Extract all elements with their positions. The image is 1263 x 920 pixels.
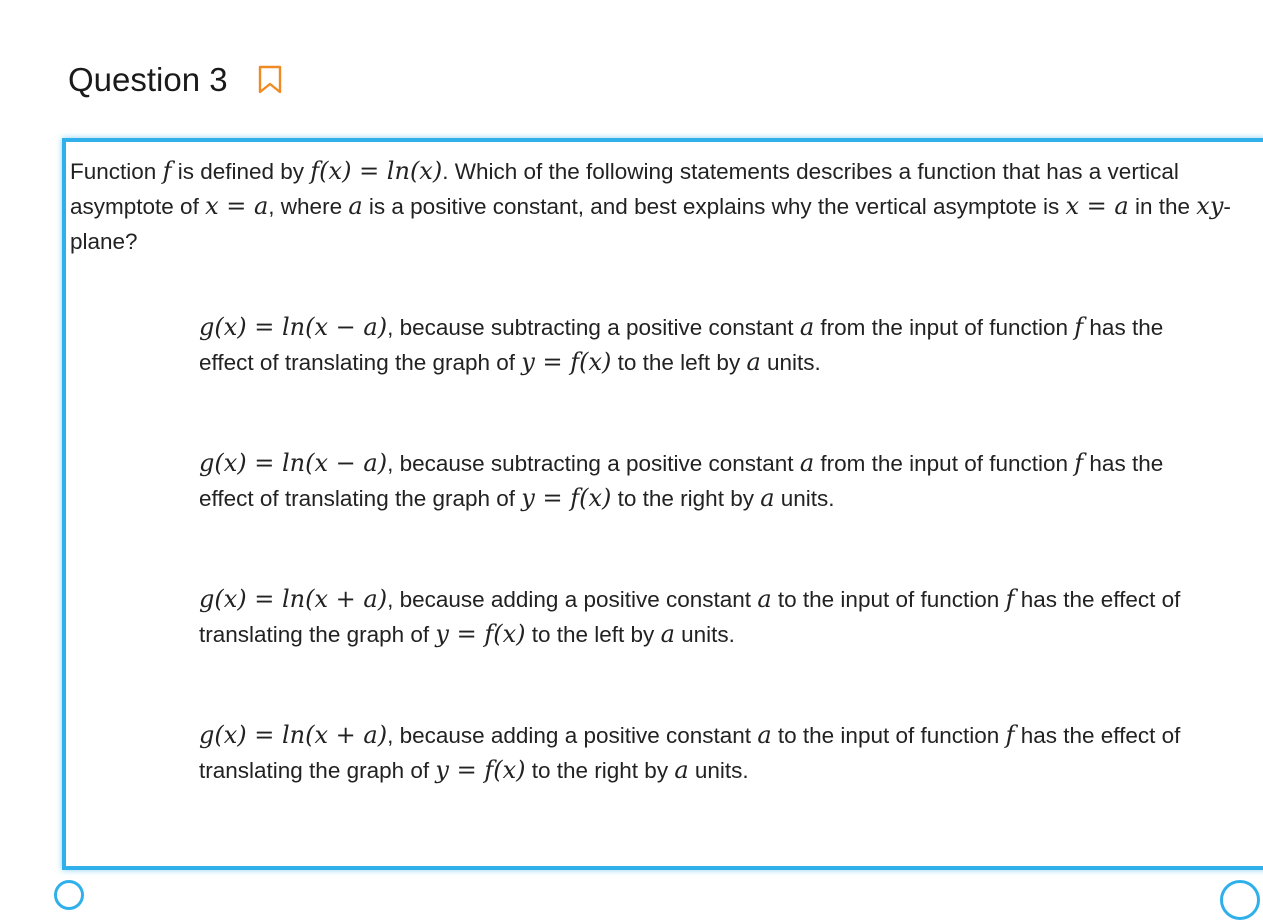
choice-text: from the input of function (814, 315, 1075, 340)
stem-math: a (348, 192, 363, 220)
choice-text: has the effect of translating the graph of (199, 723, 1181, 783)
choice-text: to the right by (611, 486, 761, 511)
bottom-edge-decoration (1220, 880, 1260, 920)
choice-math: y = f(x) (435, 756, 526, 784)
choice-math: y = f(x) (435, 620, 526, 648)
choice-math: a (760, 484, 775, 512)
choice-math: a (746, 348, 761, 376)
stem-text: is defined by (171, 159, 311, 184)
choice-text: has the effect of translating the graph of (199, 315, 1164, 375)
stem-math: f(x) = ln(x) (310, 157, 443, 185)
stem-text: Function (70, 159, 163, 184)
stem-math: f (162, 157, 172, 185)
choice-text: , because adding a positive constant (387, 587, 758, 612)
choice-math: f (1074, 313, 1084, 341)
bottom-edge-decoration (54, 880, 84, 910)
stem-math: x = a (205, 192, 269, 220)
choice-math: f (1005, 721, 1015, 749)
stem-math: xy (1196, 192, 1224, 220)
stem-text: . Which of the following statements describes a function that has a vertical asymptote of (70, 159, 1179, 219)
choice-text: , because subtracting a positive constant (387, 451, 800, 476)
choice-math: f (1005, 585, 1015, 613)
choice-math: g(x) = ln(x + a) (199, 721, 388, 749)
choice-math: a (799, 449, 815, 477)
choice-text: units. (688, 758, 749, 783)
answer-choice-d[interactable] (199, 718, 1189, 788)
choice-text: , because subtracting a positive constant (387, 315, 800, 340)
choice-text: to the left by (611, 350, 747, 375)
choice-math: y = f(x) (521, 348, 612, 376)
choice-text: to the input of function (771, 587, 1006, 612)
stem-text: in the (1128, 194, 1197, 219)
stem-math: x = a (1065, 192, 1129, 220)
choice-text: units. (774, 486, 835, 511)
stem-text: is a positive constant, and best explains why the vertical asymptote is (362, 194, 1066, 219)
choice-text: units. (674, 622, 735, 647)
choice-math: y = f(x) (521, 484, 612, 512)
choice-text: units. (760, 350, 821, 375)
choice-math: a (674, 756, 689, 784)
choice-text: to the left by (525, 622, 661, 647)
answer-choice-a[interactable] (199, 310, 1189, 380)
choice-text: to the right by (525, 758, 675, 783)
question-title: Question 3 (68, 61, 228, 98)
choice-math: f (1074, 449, 1084, 477)
choice-text: , because adding a positive constant (387, 723, 758, 748)
stem-text: -plane? (70, 194, 1231, 254)
bookmark-icon[interactable] (258, 65, 282, 95)
question-stem (70, 154, 1262, 259)
choice-math: g(x) = ln(x − a) (199, 313, 388, 341)
question-header (68, 58, 282, 102)
answer-choice-c[interactable] (199, 582, 1189, 652)
choice-text: to the input of function (771, 723, 1006, 748)
stem-text: , where (268, 194, 349, 219)
choice-text: has the effect of translating the graph of (199, 451, 1164, 511)
choice-math: a (799, 313, 815, 341)
answer-choice-b[interactable] (199, 446, 1189, 516)
choice-math: a (660, 620, 675, 648)
choice-math: g(x) = ln(x + a) (199, 585, 388, 613)
choice-text: from the input of function (814, 451, 1075, 476)
choice-math: g(x) = ln(x − a) (199, 449, 388, 477)
choice-math: a (757, 721, 772, 749)
question-box (62, 138, 1263, 870)
choice-text: has the effect of translating the graph of (199, 587, 1181, 647)
choice-math: a (757, 585, 772, 613)
